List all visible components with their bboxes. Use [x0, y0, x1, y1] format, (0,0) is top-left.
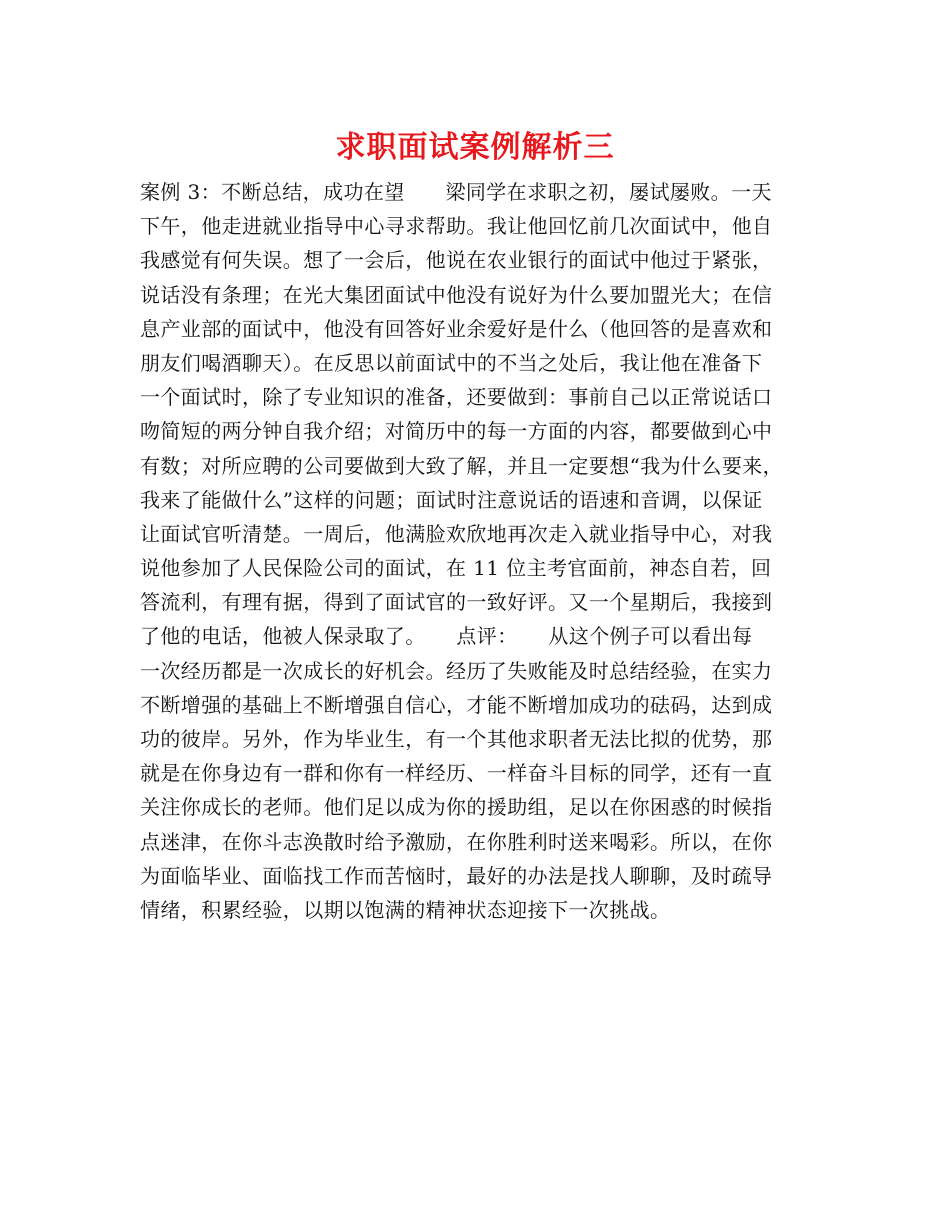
body-line: 为面临毕业、面临找工作而苦恼时，最好的办法是找人聊聊，及时疏导 [140, 863, 773, 888]
body-line: 关注你成长的老师。他们足以成为你的援助组，足以在你困惑的时候指 [140, 795, 773, 820]
body-line: 朋友们喝酒聊天）。在反思以前面试中的不当之处后，我让他在准备下 [140, 350, 763, 375]
document-body [140, 175, 820, 927]
body-line: 我来了能做什么”这样的问题；面试时注意说话的语速和音调，以保证 [140, 487, 763, 512]
body-line: 功的彼岸。另外，作为毕业生，有一个其他求职者无法比拟的优势，那 [140, 727, 773, 751]
body-line: 我感觉有何失误。想了一会后，他说在农业银行的面试中他过于紧张， [140, 248, 773, 273]
body-line: 不断增强的基础上不断增强自信心，才能不断增加成功的砝码，达到成 [140, 692, 773, 717]
body-line: 就是在你身边有一群和你有一样经历、一样奋斗目标的同学，还有一直 [140, 761, 773, 786]
body-line: 一次经历都是一次成长的好机会。经历了失败能及时总结经验，在实力 [140, 658, 773, 683]
body-line: 息产业部的面试中，他没有回答好业余爱好是什么（他回答的是喜欢和 [140, 316, 773, 341]
body-line: 下午，他走进就业指导中心寻求帮助。我让他回忆前几次面试中，他自 [140, 214, 773, 239]
body-line: 说他参加了人民保险公司的面试，在 11 位主考官面前，神态自若，回 [140, 556, 772, 581]
body-line: 一个面试时，除了专业知识的准备，还要做到：事前自己以正常说话口 [140, 385, 773, 410]
body-line: 有数；对所应聘的公司要做到大致了解，并且一定要想“我为什么要来， [140, 453, 784, 478]
body-line: 情绪，积累经验，以期以饱满的精神状态迎接下一次挑战。 [140, 897, 671, 922]
body-line: 点迷津，在你斗志涣散时给予激励，在你胜利时送来喝彩。所以，在你 [140, 829, 773, 854]
body-line: 了他的电话，他被人保录取了。 点评： 从这个例子可以看出每 [140, 624, 753, 649]
body-line: 说话没有条理；在光大集团面试中他没有说好为什么要加盟光大；在信 [140, 282, 773, 307]
document-title: 求职面试案例解析三 [335, 130, 615, 165]
body-line: 答流利，有理有据，得到了面试官的一致好评。又一个星期后，我接到 [140, 590, 773, 615]
body-line: 让面试官听清楚。一周后，他满脸欢欣地再次走入就业指导中心，对我 [140, 521, 773, 546]
body-line: 案例 3：不断总结，成功在望 梁同学在求职之初，屡试屡败。一天 [140, 180, 772, 204]
body-line: 吻简短的两分钟自我介绍；对简历中的每一方面的内容，都要做到心中 [140, 419, 773, 444]
